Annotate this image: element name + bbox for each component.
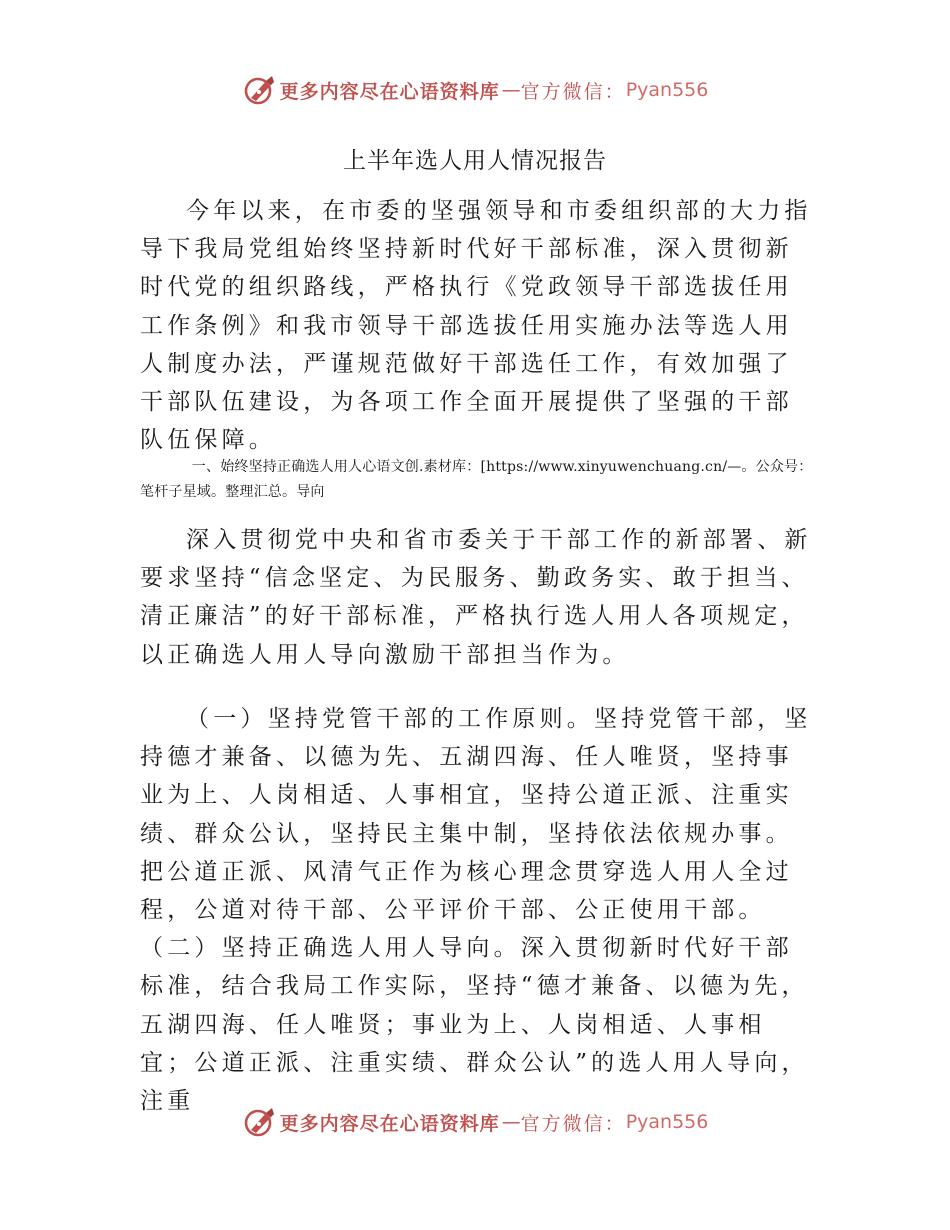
document-title: 上半年选人用人情况报告	[343, 148, 607, 174]
paragraph-principles: （一）坚持党管干部的工作原则。坚持党管干部，坚持德才兼备、以德为先、五湖四海、任人唯贤，坚持事业为上、人岗相适、人事相宜，坚持公道正派、注重实绩、群众公认，坚持民主集中制，坚持依法依规办事。把公道正派、风清气正作为核心理念贯穿选人用人全过程，公道对待干部、公平评价干部、公正使用干部。（二）坚持正确选人用人导向。深入贯彻新时代好干部标准，结合我局工作实际，坚持“德才兼备、以德为先，五湖四海、任人唯贤；事业为上、人岗相适、人事相宜；公道正派、注重实绩、群众公认”的选人用人导向，注重	[140, 706, 812, 1115]
banner-wechat-id: Pyan556	[625, 79, 709, 101]
banner-wechat-id: Pyan556	[625, 1111, 709, 1133]
pen-nib-logo-icon	[242, 1105, 276, 1139]
header-banner	[0, 70, 950, 110]
banner-wechat-label: 官方微信：	[520, 80, 626, 103]
section-heading-note: 一、始终坚持正确选人用人心语文创.素材库：[https://www.xinyuwenchuang.cn/—。公众号：笔杆子星域。整理汇总。导向	[140, 459, 813, 500]
paragraph-guidance: 深入贯彻党中央和省市委关于干部工作的新部署、新要求坚持“信念坚定、为民服务、勤政务实、敢于担当、清正廉洁”的好干部标准，严格执行选人用人各项规定，以正确选人用人导向激励干部担当作为。	[140, 527, 812, 668]
footer-banner	[0, 1102, 950, 1142]
banner-brand-text: 更多内容尽在心语资料库	[279, 1112, 500, 1135]
banner-wechat-label: 官方微信：	[520, 1112, 626, 1135]
banner-separator: —	[501, 79, 519, 101]
paragraph-intro: 今年以来，在市委的坚强领导和市委组织部的大力指导下我局党组始终坚持新时代好干部标准，深入贯彻新时代党的组织路线，严格执行《党政领导干部选拔任用工作条例》和我市领导干部选拔任用实施办法等选人用人制度办法，严谨规范做好干部选任工作，有效加强了干部队伍建设，为各项工作全面开展提供了坚强的干部队伍保障。	[140, 198, 812, 454]
banner-separator: —	[501, 1111, 519, 1133]
pen-nib-logo-icon	[242, 73, 276, 107]
banner-brand-text: 更多内容尽在心语资料库	[279, 80, 500, 103]
